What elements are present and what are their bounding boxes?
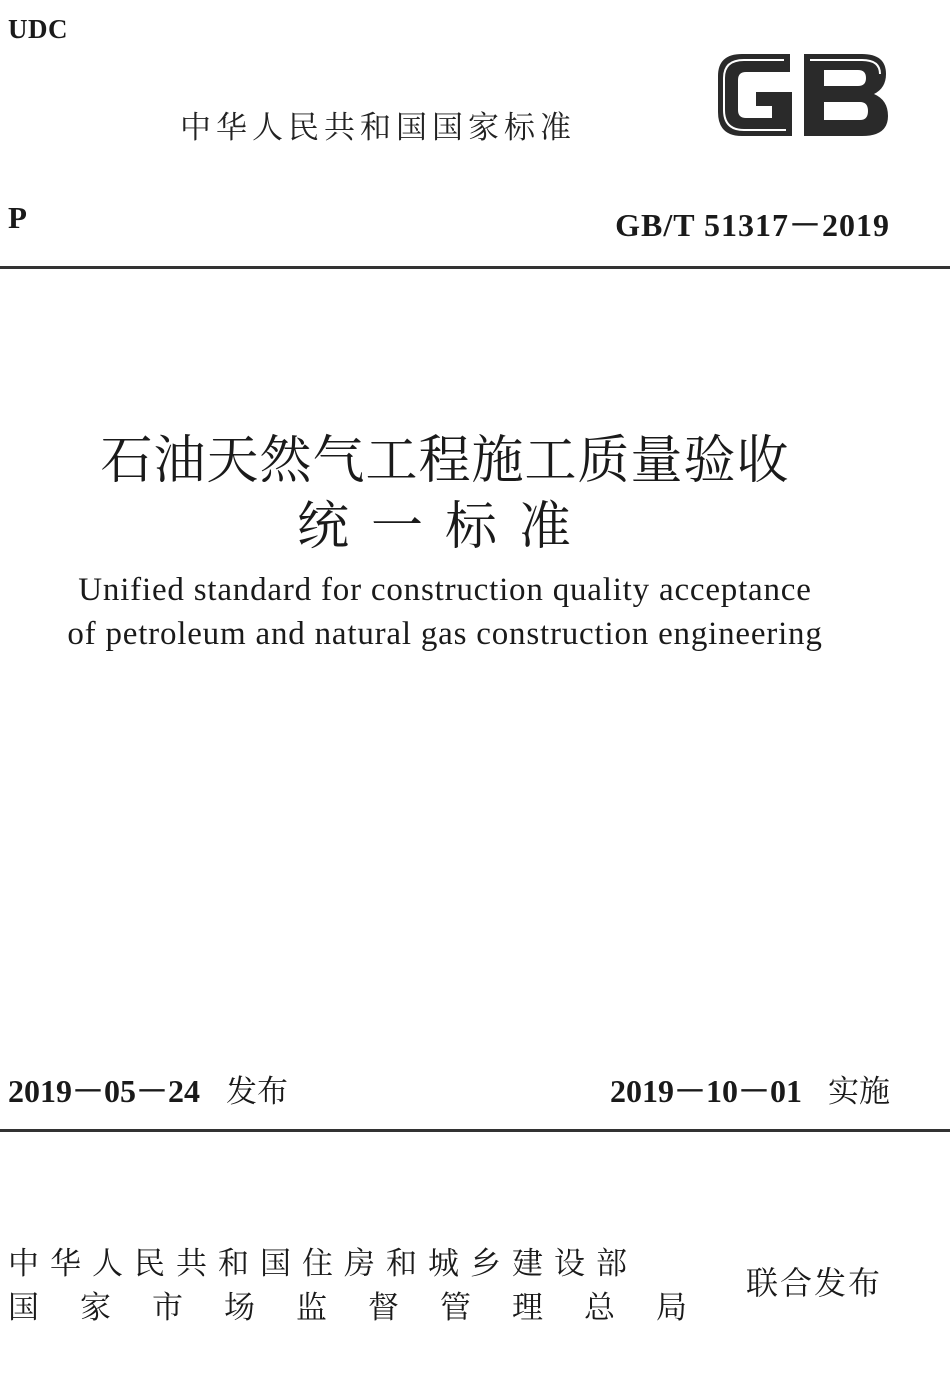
implementation-date: 2019－10－01 bbox=[609, 1073, 802, 1109]
implementation-label: 实施 bbox=[828, 1074, 890, 1110]
implementation-date-block bbox=[610, 1066, 890, 1112]
issue-date: 2019－05－24 bbox=[8, 1073, 201, 1109]
issuer-line-1: 中华人民共和国住房和城乡建设部 bbox=[8, 1246, 638, 1282]
gb-logo bbox=[712, 46, 892, 144]
national-standard-heading: 中华人民共和国国家标准 bbox=[180, 110, 576, 146]
english-title-line-1: Unified standard for construction quality acceptance bbox=[78, 572, 812, 608]
standard-number: GB/T 51317－2019 bbox=[615, 207, 890, 243]
issuer-line-2: 国家市场监督管理总局 bbox=[8, 1290, 728, 1326]
footer-divider bbox=[0, 1129, 950, 1132]
chinese-title-line-1: 石油天然气工程施工质量验收 bbox=[100, 431, 790, 491]
issue-label: 发布 bbox=[226, 1074, 289, 1110]
header-divider bbox=[0, 266, 950, 269]
english-title-line-2: of petroleum and natural gas construction engineering bbox=[67, 616, 823, 652]
udc-label: UDC bbox=[8, 14, 68, 44]
issue-date-block bbox=[8, 1066, 288, 1112]
chinese-title-line-2: 统一标准 bbox=[296, 497, 593, 557]
category-letter: P bbox=[8, 200, 27, 235]
joint-issue-label: 联合发布 bbox=[746, 1264, 883, 1302]
